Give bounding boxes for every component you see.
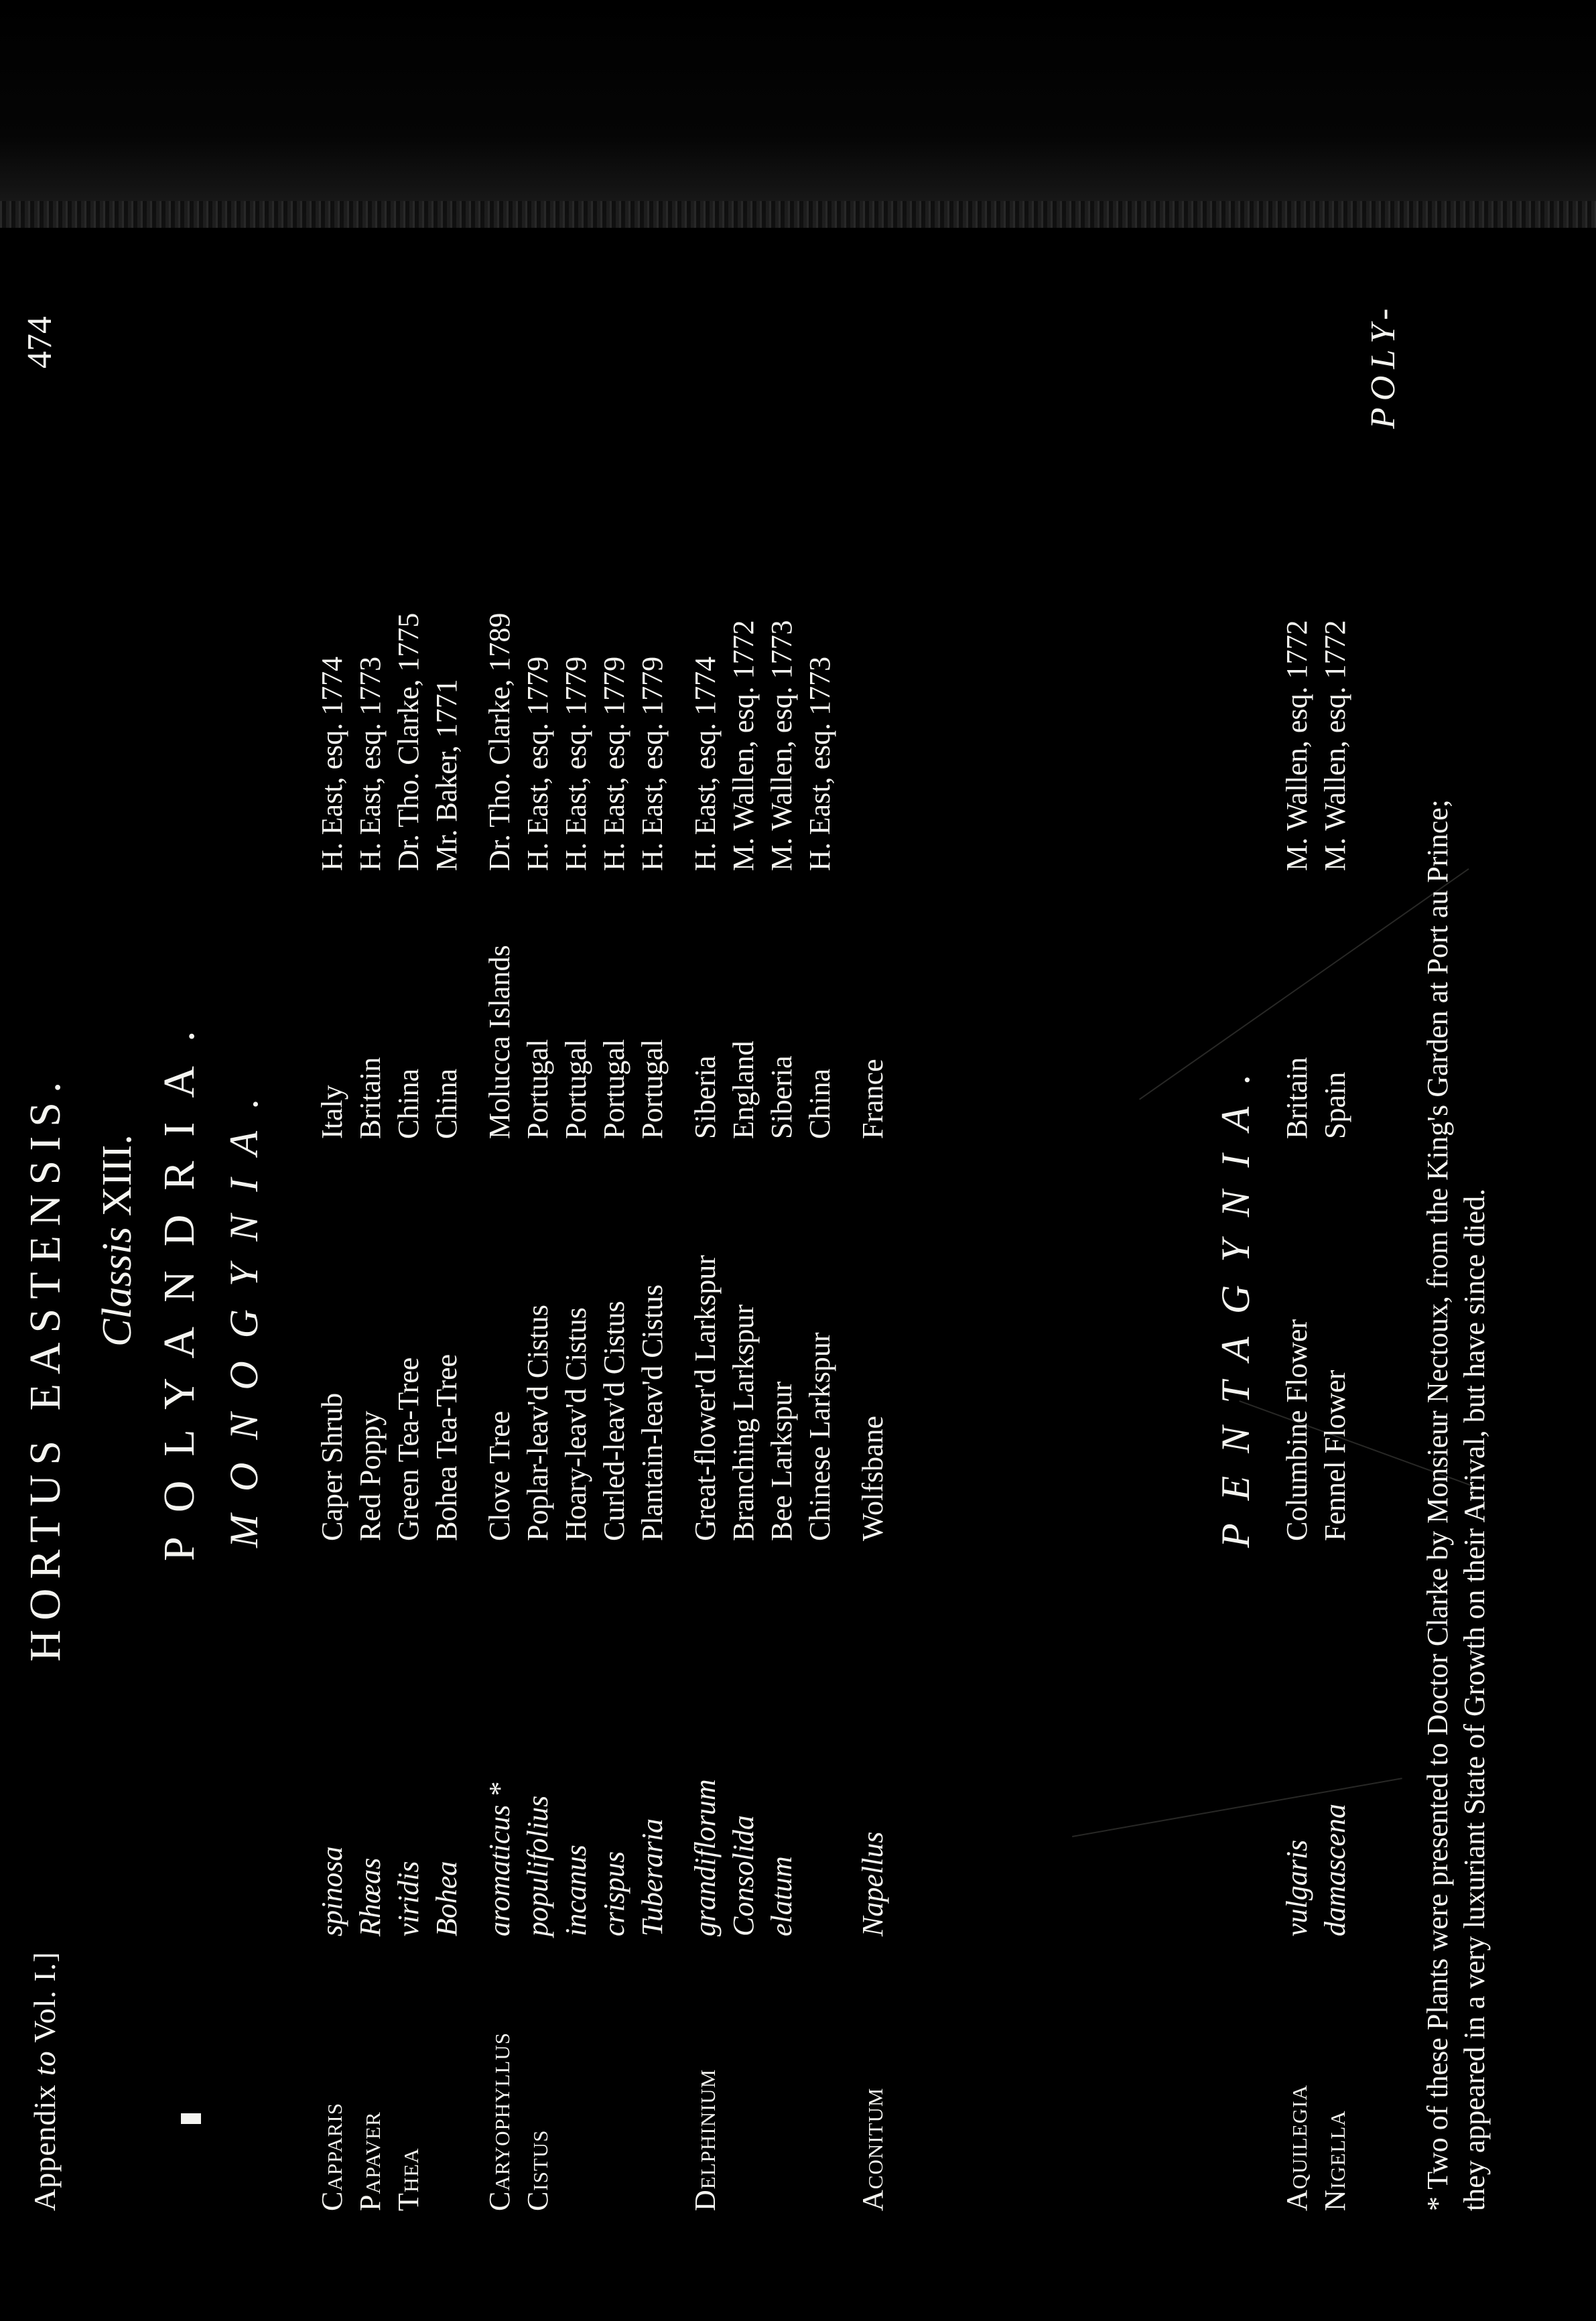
entry-common: Clove Tree (483, 1410, 516, 1541)
entry-common: Red Poppy (354, 1410, 387, 1541)
entry-introducer: Dr. Tho. Clarke, 1775 (392, 612, 425, 871)
list-item (635, 235, 670, 2238)
entry-species: populifolius (521, 1795, 554, 1936)
list-item (521, 235, 555, 2238)
entry-introducer: M. Wallen, esq. 1772 (727, 620, 760, 871)
entry-origin: Portugal (559, 1039, 592, 1139)
running-head (20, 235, 74, 2238)
entry-genus: Cistus (521, 2129, 554, 2211)
classis-label: Classis (94, 1226, 140, 1347)
entry-genus: Capparis (316, 2103, 348, 2211)
appendix-heading (27, 1951, 62, 2211)
entry-origin: Britain (1280, 1057, 1313, 1139)
entry-origin: England (727, 1041, 760, 1139)
entry-common: Green Tea-Tree (392, 1357, 425, 1541)
list-item (482, 235, 517, 2238)
entry-origin: Portugal (598, 1039, 630, 1139)
entry-origin: France (856, 1059, 889, 1139)
list-item (688, 235, 723, 2238)
entry-origin: Portugal (636, 1039, 669, 1139)
entry-genus: Delphinium (689, 2068, 722, 2211)
entry-common: Bee Larkspur (765, 1381, 798, 1541)
entry-species: elatum (765, 1856, 798, 1936)
entry-genus: Aquilegia (1280, 2084, 1313, 2211)
entry-species: aromaticus * (483, 1782, 516, 1936)
entry-introducer: H. East, esq. 1779 (636, 656, 669, 871)
appendix-to: to (27, 2050, 62, 2076)
appendix-label: Appendix (27, 2084, 62, 2211)
entry-origin: Siberia (765, 1055, 798, 1139)
entry-species: grandiflorum (689, 1779, 722, 1936)
class-heading (94, 1134, 141, 1347)
entry-species: Napellus (856, 1831, 889, 1936)
entry-origin: Molucca Islands (483, 945, 516, 1139)
entry-common: Bohea Tea-Tree (430, 1353, 463, 1541)
list-item (315, 235, 350, 2238)
class-name: POLYANDRIA. (155, 1006, 204, 1561)
entry-common: Plantain-leav'd Cistus (636, 1284, 669, 1541)
list-item (856, 235, 890, 2238)
footnote-line-2: they appeared in a very luxuriant State of Growth on their Arrival, but have since died. (1458, 1188, 1491, 2211)
entry-origin: China (430, 1068, 463, 1139)
entry-introducer: H. East, esq. 1779 (521, 656, 554, 871)
entry-introducer: H. East, esq. 1773 (354, 656, 387, 871)
entry-origin: Portugal (521, 1039, 554, 1139)
list-item (1318, 235, 1353, 2238)
page-number: 474 (21, 316, 59, 369)
order-heading-pentagynia: PENTAGYNIA. (1213, 1051, 1258, 1548)
entry-genus: Caryophyllus (483, 2032, 516, 2211)
entry-origin: China (392, 1068, 425, 1139)
entry-origin: Spain (1319, 1071, 1351, 1139)
footnote-line-1: * Two of these Plants were presented to Doctor Clarke by Monsieur Nectoux, from the King's Garden at Port au Prince; (1421, 799, 1454, 2211)
entry-common: Hoary-leav'd Cistus (559, 1307, 592, 1541)
entry-species: viridis (392, 1861, 425, 1936)
entry-species: Consolida (727, 1815, 760, 1936)
list-item (353, 235, 388, 2238)
entry-introducer: H. East, esq. 1774 (316, 656, 348, 871)
entry-genus: Nigella (1319, 2110, 1351, 2211)
list-item (429, 235, 464, 2238)
rotated-text-block (20, 235, 1508, 2238)
page-title: HORTUS EASTENSIS. (21, 1072, 70, 1662)
entry-species: Tuberaria (636, 1818, 669, 1936)
entry-introducer: Dr. Tho. Clarke, 1789 (483, 612, 516, 871)
entry-introducer: M. Wallen, esq. 1773 (765, 620, 798, 871)
entry-species: crispus (598, 1851, 630, 1936)
entry-origin: Italy (316, 1085, 348, 1139)
entry-genus: Thea (392, 2147, 425, 2211)
entry-species: vulgaris (1280, 1839, 1313, 1936)
entry-genus: Aconitum (856, 2087, 889, 2211)
list-item (803, 235, 838, 2238)
entry-species: Rhœas (354, 1857, 387, 1936)
entry-species: damascena (1319, 1804, 1351, 1936)
entry-common: Great-flower'd Larkspur (689, 1255, 722, 1541)
entry-common: Wolfsbane (856, 1415, 889, 1541)
entry-common: Chinese Larkspur (803, 1332, 836, 1541)
entry-introducer: H. East, esq. 1773 (803, 656, 836, 871)
entry-common: Fennel Flower (1319, 1370, 1351, 1541)
entry-introducer: M. Wallen, esq. 1772 (1280, 620, 1313, 871)
entry-species: incanus (559, 1845, 592, 1936)
order-heading-monogynia: MONOGYNIA. (222, 1075, 266, 1548)
entry-introducer: H. East, esq. 1779 (598, 656, 630, 871)
entry-origin: Britain (354, 1057, 387, 1139)
list-item (726, 235, 761, 2238)
class-numeral: XIII. (94, 1134, 140, 1217)
list-item (559, 235, 594, 2238)
entry-genus: Papaver (354, 2111, 387, 2211)
list-item (764, 235, 799, 2238)
entry-introducer: M. Wallen, esq. 1772 (1319, 620, 1351, 871)
entry-common: Poplar-leav'd Cistus (521, 1305, 554, 1541)
entry-common: Curled-leav'd Cistus (598, 1301, 630, 1541)
entry-common: Caper Shrub (316, 1392, 348, 1541)
entry-species: spinosa (316, 1846, 348, 1936)
entry-introducer: Mr. Baker, 1771 (430, 679, 463, 871)
entry-introducer: H. East, esq. 1779 (559, 656, 592, 871)
entry-origin: China (803, 1068, 836, 1139)
entry-introducer: H. East, esq. 1774 (689, 656, 722, 871)
ink-mark (181, 2113, 201, 2124)
volume-label: Vol. I.] (27, 1951, 62, 2043)
list-item (1280, 235, 1315, 2238)
entry-species: Bohea (430, 1861, 463, 1936)
list-item (597, 235, 632, 2238)
book-gutter (0, 0, 1596, 228)
entry-origin: Siberia (689, 1055, 722, 1139)
list-item (391, 235, 426, 2238)
catchword: POLY- (1364, 302, 1402, 429)
entry-common: Columbine Flower (1280, 1319, 1313, 1541)
entry-common: Branching Larkspur (727, 1304, 760, 1541)
